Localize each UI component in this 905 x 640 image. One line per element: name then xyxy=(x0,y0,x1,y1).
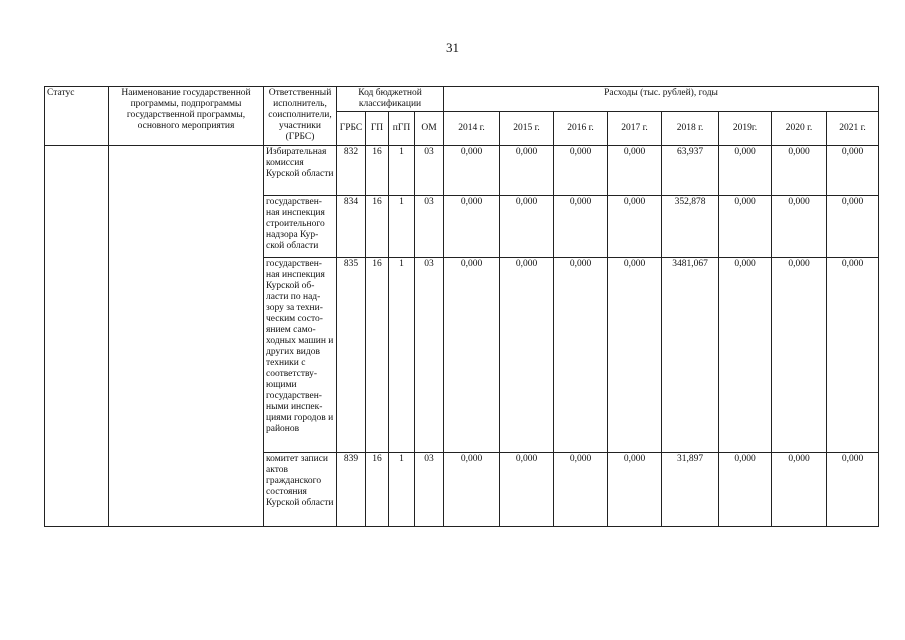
value-2016: 0,000 xyxy=(554,258,608,453)
value-2016: 0,000 xyxy=(554,196,608,258)
header-year-2014: 2014 г. xyxy=(444,112,500,146)
header-executor: Ответственный исполнитель, соисполнители, участники (ГРБС) xyxy=(264,87,337,146)
value-2020: 0,000 xyxy=(772,258,827,453)
value-2016: 0,000 xyxy=(554,453,608,527)
value-2015: 0,000 xyxy=(500,258,554,453)
value-2014: 0,000 xyxy=(444,453,500,527)
header-year-2019: 2019г. xyxy=(719,112,772,146)
value-2021: 0,000 xyxy=(827,258,879,453)
code-grbs: 835 xyxy=(337,258,366,453)
header-year-2015: 2015 г. xyxy=(500,112,554,146)
value-2015: 0,000 xyxy=(500,196,554,258)
header-year-2021: 2021 г. xyxy=(827,112,879,146)
value-2017: 0,000 xyxy=(608,453,662,527)
executor-cell: государствен-ная инспекция Курской об-ласти по над-зору за техни-ческим состо-янием само-ходных машин и других видов техники с соответству-ющими государствен-ными инспек-циями городов и районов xyxy=(264,258,337,453)
code-grbs: 832 xyxy=(337,146,366,196)
value-2015: 0,000 xyxy=(500,146,554,196)
code-om: 03 xyxy=(415,258,444,453)
header-code-group: Код бюджетной классификации xyxy=(337,87,444,112)
code-om: 03 xyxy=(415,196,444,258)
code-pgp: 1 xyxy=(389,196,415,258)
code-gp: 16 xyxy=(366,258,389,453)
value-2018: 352,878 xyxy=(662,196,719,258)
header-code-grbs: ГРБС xyxy=(337,112,366,146)
header-name: Наименование государственной программы, подпрограммы государственной программы, основного мероприятия xyxy=(109,87,264,146)
code-pgp: 1 xyxy=(389,146,415,196)
program-name-cell xyxy=(109,146,264,527)
value-2019: 0,000 xyxy=(719,258,772,453)
header-code-gp: ГП xyxy=(366,112,389,146)
value-2019: 0,000 xyxy=(719,146,772,196)
executor-cell: комитет записи актов гражданского состояния Курской области xyxy=(264,453,337,527)
budget-table xyxy=(44,86,879,527)
value-2020: 0,000 xyxy=(772,453,827,527)
code-grbs: 834 xyxy=(337,196,366,258)
header-expenses-group: Расходы (тыс. рублей), годы xyxy=(444,87,879,112)
value-2015: 0,000 xyxy=(500,453,554,527)
value-2019: 0,000 xyxy=(719,453,772,527)
code-pgp: 1 xyxy=(389,258,415,453)
value-2017: 0,000 xyxy=(608,196,662,258)
value-2014: 0,000 xyxy=(444,258,500,453)
code-pgp: 1 xyxy=(389,453,415,527)
value-2021: 0,000 xyxy=(827,453,879,527)
header-status: Статус xyxy=(45,87,109,146)
table-row xyxy=(45,146,879,196)
value-2018: 31,897 xyxy=(662,453,719,527)
value-2018: 3481,067 xyxy=(662,258,719,453)
value-2014: 0,000 xyxy=(444,146,500,196)
value-2020: 0,000 xyxy=(772,146,827,196)
value-2014: 0,000 xyxy=(444,196,500,258)
header-year-2018: 2018 г. xyxy=(662,112,719,146)
value-2018: 63,937 xyxy=(662,146,719,196)
code-gp: 16 xyxy=(366,453,389,527)
code-grbs: 839 xyxy=(337,453,366,527)
value-2017: 0,000 xyxy=(608,258,662,453)
header-year-2016: 2016 г. xyxy=(554,112,608,146)
code-gp: 16 xyxy=(366,196,389,258)
executor-cell: Избирательная комиссия Курской области xyxy=(264,146,337,196)
executor-cell: государствен-ная инспекция строительного надзора Кур-ской области xyxy=(264,196,337,258)
header-year-2020: 2020 г. xyxy=(772,112,827,146)
code-om: 03 xyxy=(415,453,444,527)
code-gp: 16 xyxy=(366,146,389,196)
value-2021: 0,000 xyxy=(827,146,879,196)
header-code-om: ОМ xyxy=(415,112,444,146)
status-cell xyxy=(45,146,109,527)
value-2021: 0,000 xyxy=(827,196,879,258)
code-om: 03 xyxy=(415,146,444,196)
value-2016: 0,000 xyxy=(554,146,608,196)
value-2020: 0,000 xyxy=(772,196,827,258)
header-year-2017: 2017 г. xyxy=(608,112,662,146)
header-code-pgp: пГП xyxy=(389,112,415,146)
page-number: 31 xyxy=(446,40,459,55)
value-2017: 0,000 xyxy=(608,146,662,196)
value-2019: 0,000 xyxy=(719,196,772,258)
